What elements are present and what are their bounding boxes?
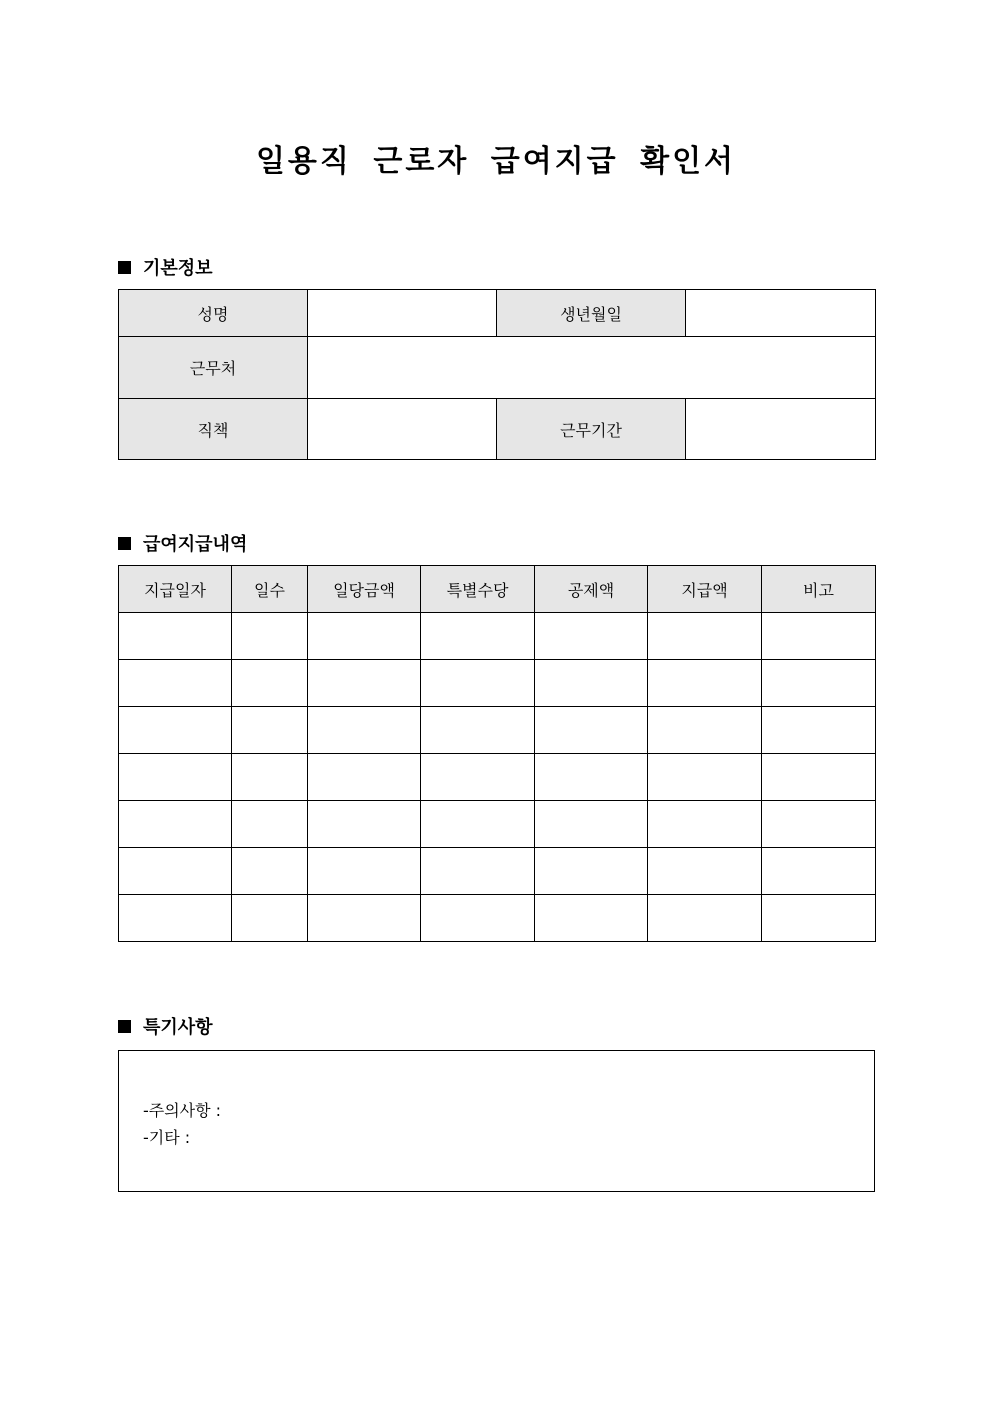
table-cell[interactable] xyxy=(762,707,876,754)
table-cell[interactable] xyxy=(535,848,648,895)
table-cell[interactable] xyxy=(762,660,876,707)
table-cell[interactable] xyxy=(535,895,648,942)
table-row xyxy=(119,848,876,895)
table-row xyxy=(119,660,876,707)
table-row xyxy=(119,895,876,942)
table-row xyxy=(119,754,876,801)
table-cell[interactable] xyxy=(308,848,421,895)
table-cell[interactable] xyxy=(232,613,308,660)
table-cell[interactable] xyxy=(762,754,876,801)
table-cell[interactable] xyxy=(421,801,535,848)
column-header: 특별수당 xyxy=(421,566,535,613)
workplace-label: 근무처 xyxy=(119,337,308,399)
table-cell[interactable] xyxy=(648,613,762,660)
table-cell[interactable] xyxy=(119,895,232,942)
table-cell[interactable] xyxy=(762,848,876,895)
section-heading: 특기사항 xyxy=(143,1017,213,1038)
table-cell[interactable] xyxy=(119,801,232,848)
table-cell[interactable] xyxy=(119,754,232,801)
section-notes xyxy=(118,1013,213,1039)
section-basic-info xyxy=(118,254,213,280)
name-field[interactable] xyxy=(308,290,497,337)
birth-date-field[interactable] xyxy=(686,290,876,337)
column-header: 일수 xyxy=(232,566,308,613)
table-cell[interactable] xyxy=(421,848,535,895)
table-cell[interactable] xyxy=(308,754,421,801)
table-cell[interactable] xyxy=(535,660,648,707)
table-cell[interactable] xyxy=(119,707,232,754)
square-bullet-icon xyxy=(118,261,131,274)
table-cell[interactable] xyxy=(232,660,308,707)
table-cell[interactable] xyxy=(648,848,762,895)
table-cell[interactable] xyxy=(421,660,535,707)
table-cell[interactable] xyxy=(648,895,762,942)
table-cell[interactable] xyxy=(232,754,308,801)
payment-table xyxy=(118,565,876,942)
table-cell[interactable] xyxy=(762,801,876,848)
table-cell[interactable] xyxy=(119,848,232,895)
table-cell[interactable] xyxy=(308,707,421,754)
table-cell[interactable] xyxy=(535,707,648,754)
table-cell[interactable] xyxy=(308,613,421,660)
table-cell[interactable] xyxy=(232,848,308,895)
position-label: 직책 xyxy=(119,399,308,460)
page-title: 일용직 근로자 급여지급 확인서 xyxy=(255,144,737,179)
table-cell[interactable] xyxy=(648,707,762,754)
table-cell[interactable] xyxy=(232,707,308,754)
column-header: 지급일자 xyxy=(119,566,232,613)
table-cell[interactable] xyxy=(421,613,535,660)
workplace-field[interactable] xyxy=(308,337,876,399)
table-row xyxy=(119,707,876,754)
table-cell[interactable] xyxy=(762,613,876,660)
section-heading: 기본정보 xyxy=(143,258,213,279)
column-header: 일당금액 xyxy=(308,566,421,613)
column-header: 비고 xyxy=(762,566,876,613)
table-cell[interactable] xyxy=(535,613,648,660)
table-row xyxy=(119,801,876,848)
column-header: 지급액 xyxy=(648,566,762,613)
table-cell[interactable] xyxy=(648,754,762,801)
square-bullet-icon xyxy=(118,1020,131,1033)
column-header: 공제액 xyxy=(535,566,648,613)
table-cell[interactable] xyxy=(119,660,232,707)
table-cell[interactable] xyxy=(308,660,421,707)
table-cell[interactable] xyxy=(762,895,876,942)
table-cell[interactable] xyxy=(308,895,421,942)
basic-info-table xyxy=(118,289,876,460)
table-cell[interactable] xyxy=(119,613,232,660)
table-row xyxy=(119,613,876,660)
section-heading: 급여지급내역 xyxy=(143,534,248,555)
table-cell[interactable] xyxy=(535,801,648,848)
table-cell[interactable] xyxy=(421,707,535,754)
table-cell[interactable] xyxy=(648,660,762,707)
square-bullet-icon xyxy=(118,537,131,550)
table-cell[interactable] xyxy=(308,801,421,848)
table-cell[interactable] xyxy=(232,895,308,942)
work-period-field[interactable] xyxy=(686,399,876,460)
birth-date-label: 생년월일 xyxy=(497,290,686,337)
other-label: -기타 : xyxy=(143,1128,191,1147)
table-cell[interactable] xyxy=(535,754,648,801)
section-payment xyxy=(118,530,247,556)
table-cell[interactable] xyxy=(421,895,535,942)
name-label: 성명 xyxy=(119,290,308,337)
position-field[interactable] xyxy=(308,399,497,460)
table-cell[interactable] xyxy=(648,801,762,848)
table-cell[interactable] xyxy=(421,754,535,801)
caution-label: -주의사항 : xyxy=(143,1101,222,1120)
table-cell[interactable] xyxy=(232,801,308,848)
work-period-label: 근무기간 xyxy=(497,399,686,460)
notes-box[interactable] xyxy=(118,1050,875,1192)
